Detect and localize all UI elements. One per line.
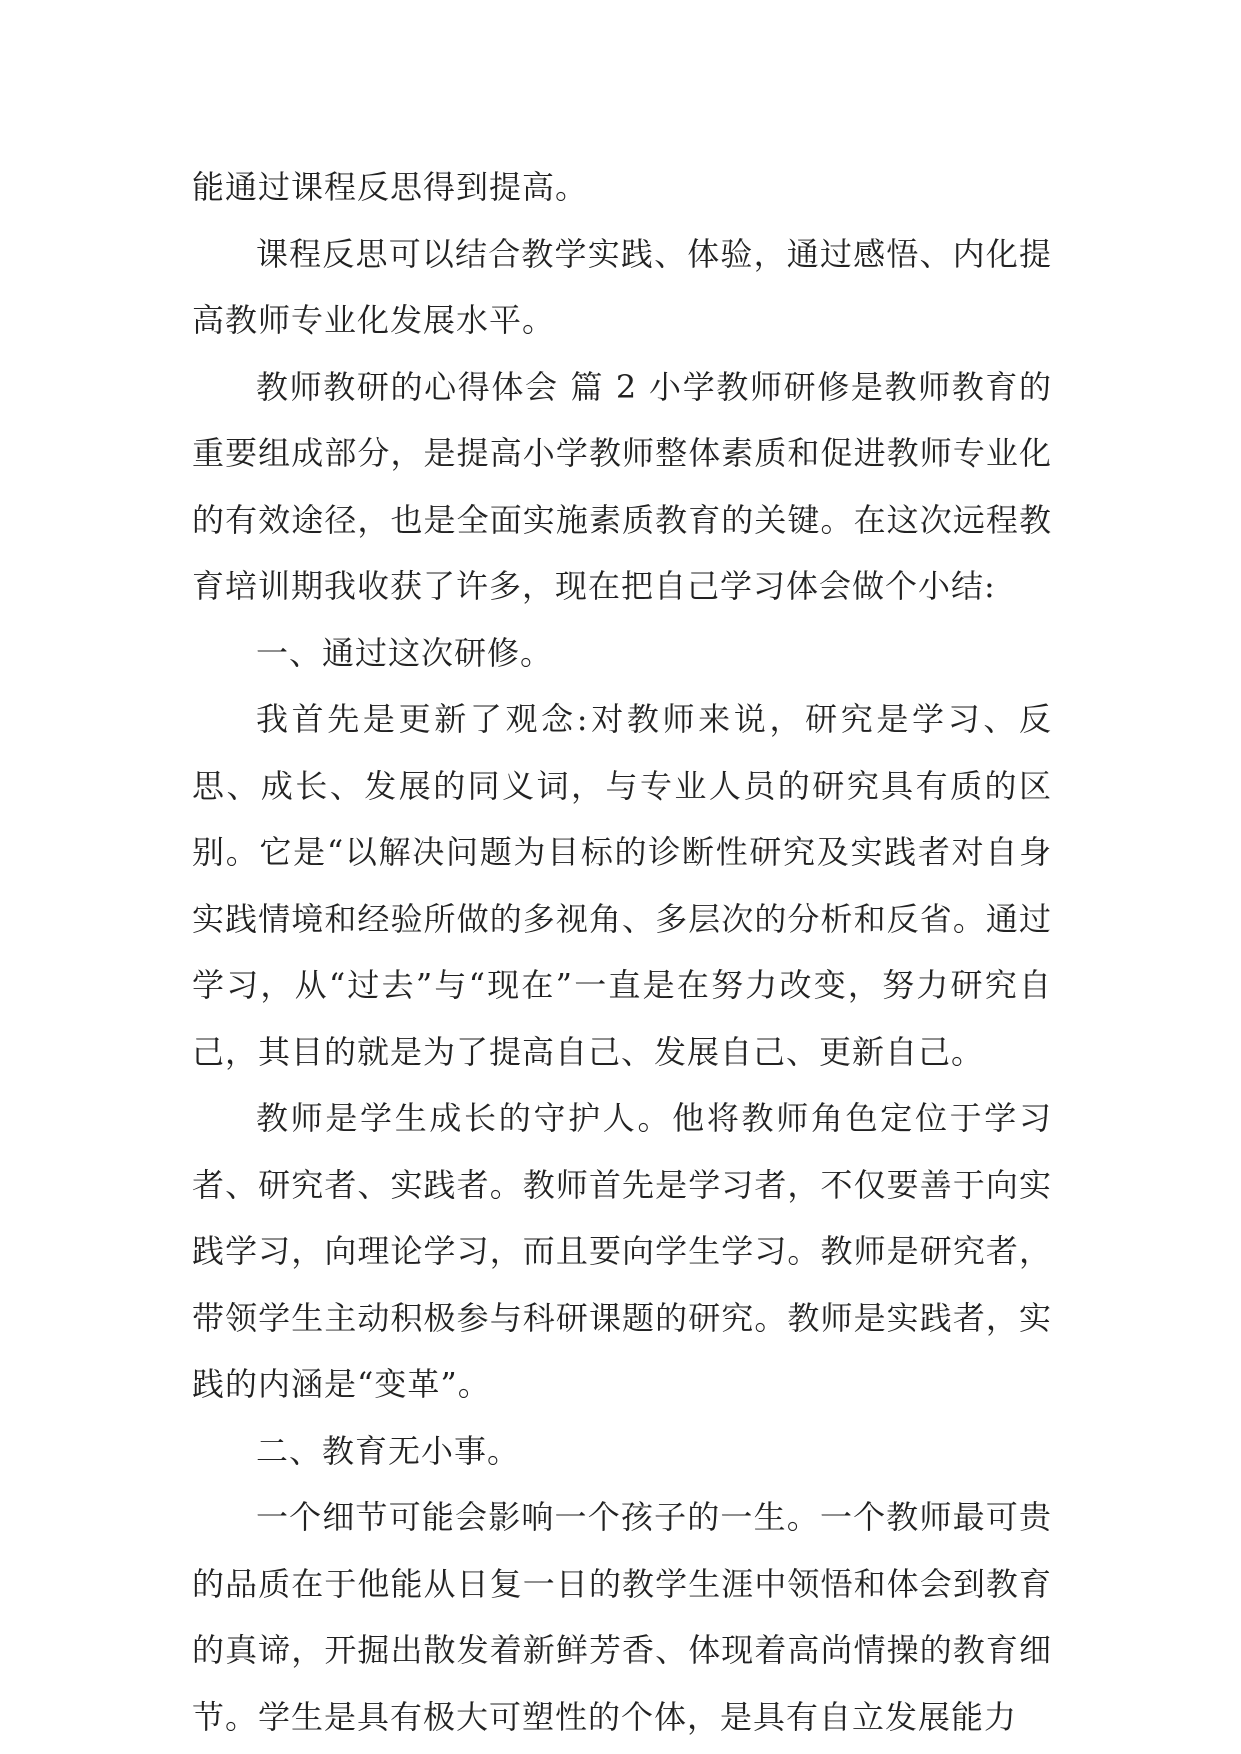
paragraph-article-2-intro: 教师教研的心得体会 篇 2 小学教师研修是教师教育的重要组成部分，是提高小学教师整体素质和促进教师专业化的有效途径，也是全面实施素质教育的关键。在这次远程教育培训期我收获了许多，现在把自己学习体会做个小结: — [192, 367, 1052, 605]
section-heading-1: 一、通过这次研修。 — [256, 633, 554, 672]
section-heading-2: 二、教育无小事。 — [256, 1431, 521, 1470]
document-page — [192, 154, 1052, 1750]
paragraph-renewed-concept: 我首先是更新了观念:对教师来说，研究是学习、反思、成长、发展的同义词，与专业人员的研究具有质的区别。它是“以解决问题为目标的诊断性研究及实践者对自身实践情境和经验所做的多视角、多层次的分析和反省。通过学习，从“过去”与“现在”一直是在努力改变，努力研究自己，其目的就是为了提高自己、发展自己、更新自己。 — [192, 700, 1052, 1071]
paragraph-details-matter: 一个细节可能会影响一个孩子的一生。一个教师最可贵的品质在于他能从日复一日的教学生涯中领悟和体会到教育的真谛，开掘出散发着新鲜芳香、体现着高尚情操的教育细节。学生是具有极大可塑性的个体，是具有自立发展能力 — [192, 1498, 1052, 1736]
paragraph-continuation: 能通过课程反思得到提高。 — [192, 168, 589, 206]
paragraph-course-reflection: 课程反思可以结合教学实践、体验，通过感悟、内化提高教师专业化发展水平。 — [192, 234, 1052, 339]
paragraph-teacher-role: 教师是学生成长的守护人。他将教师角色定位于学习者、研究者、实践者。教师首先是学习者，不仅要善于向实践学习，向理论学习，而且要向学生学习。教师是研究者，带领学生主动积极参与科研课题的研究。教师是实践者，实践的内涵是“变革”。 — [192, 1099, 1052, 1403]
